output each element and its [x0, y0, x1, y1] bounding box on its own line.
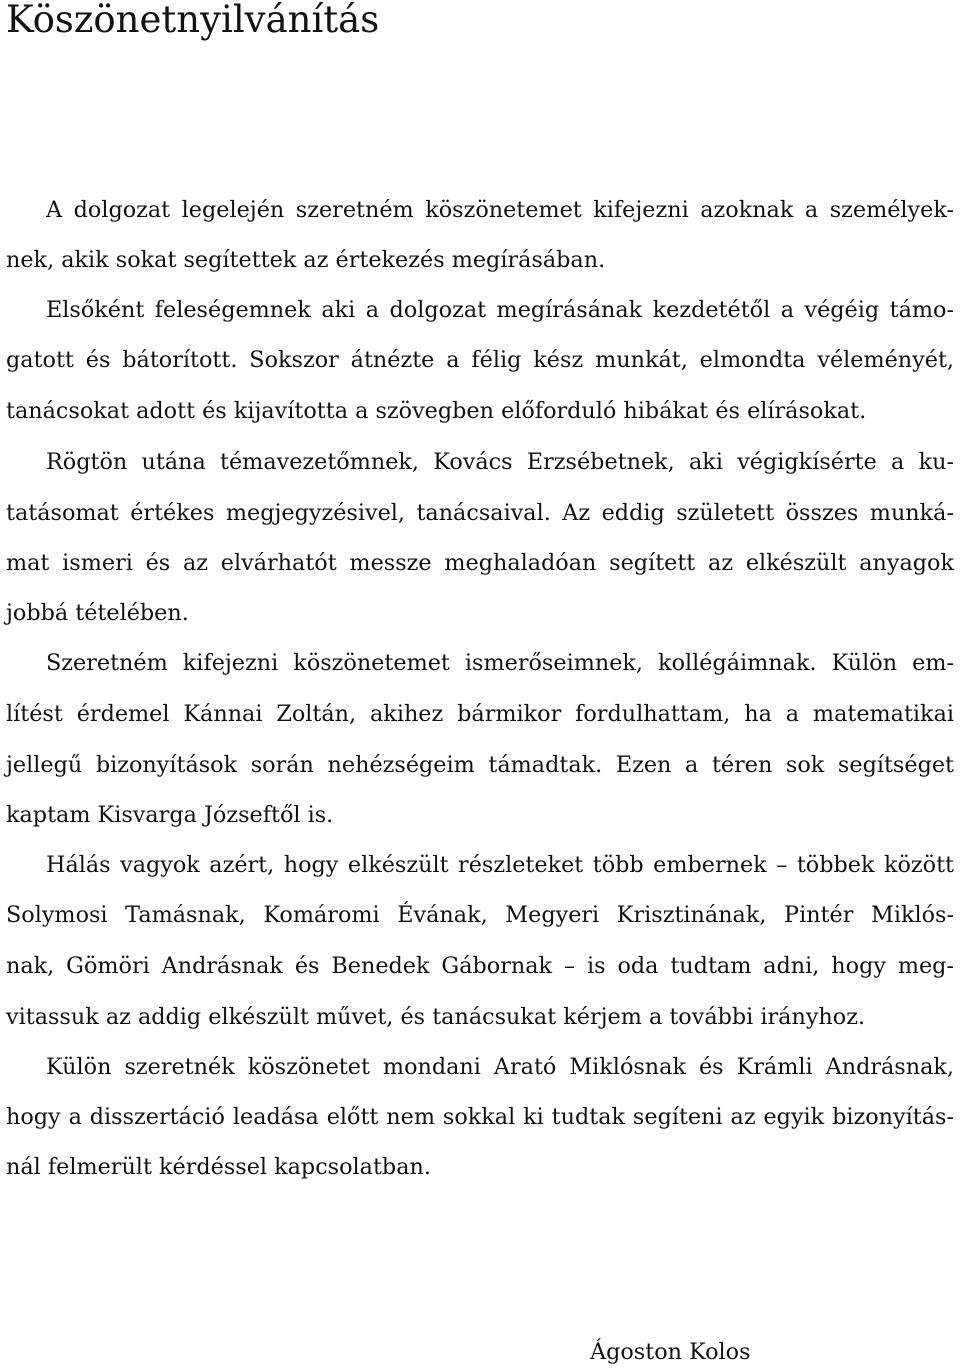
text-line: hogy a disszertáció leadása előtt nem sokkal ki tudtak segíteni az egyik bizonyítás-: [6, 1104, 954, 1130]
text-line: nek, akik sokat segítettek az értekezés megírásában.: [6, 247, 606, 273]
text-line: jobbá tételében.: [6, 600, 189, 626]
text-line: jellegű bizonyítások során nehézségeim támadtak. Ezen a téren sok segítséget: [6, 752, 954, 778]
text-line: A dolgozat legelején szeretném köszönetemet kifejezni azoknak a személyek-: [46, 197, 954, 223]
text-line: Hálás vagyok azért, hogy elkészült részleteket több embernek – többek között: [46, 852, 954, 878]
text-line: nál felmerült kérdéssel kapcsolatban.: [6, 1154, 431, 1180]
text-line: tatásomat értékes megjegyzésivel, tanácsaival. Az eddig született összes munká-: [6, 500, 954, 526]
text-line: gatott és bátorított. Sokszor átnézte a félig kész munkát, elmondta véleményét,: [6, 347, 954, 373]
text-line: kaptam Kisvarga Józseftől is.: [6, 802, 334, 828]
page-title: Köszönetnyilvánítás: [6, 0, 380, 41]
text-line: Elsőként feleségemnek aki a dolgozat megírásának kezdetétől a végéig támo-: [46, 297, 954, 323]
text-line: Rögtön utána témavezetőmnek, Kovács Erzsébetnek, aki végigkísérte a ku-: [46, 449, 954, 475]
text-line: vitassuk az addig elkészült művet, és tanácsukat kérjem a további irányhoz.: [6, 1004, 866, 1030]
text-line: Külön szeretnék köszönetet mondani Arató Miklósnak és Krámli Andrásnak,: [46, 1054, 954, 1080]
text-line: nak, Gömöri Andrásnak és Benedek Gábornak – is oda tudtam adni, hogy meg-: [6, 953, 954, 979]
text-line: lítést érdemel Kánnai Zoltán, akihez bármikor fordulhattam, ha a matematikai: [6, 701, 954, 727]
text-line: mat ismeri és az elvárhatót messze meghaladóan segített az elkészült anyagok: [6, 550, 954, 576]
text-line: Solymosi Tamásnak, Komáromi Évának, Megyeri Krisztinának, Pintér Miklós-: [6, 902, 954, 928]
text-line: tanácsokat adott és kijavította a szövegben előforduló hibákat és elírásokat.: [6, 398, 867, 424]
text-line: Szeretném kifejezni köszönetemet ismerőseimnek, kollégáimnak. Külön em-: [46, 650, 954, 676]
author-signature: Ágoston Kolos: [590, 1339, 751, 1365]
